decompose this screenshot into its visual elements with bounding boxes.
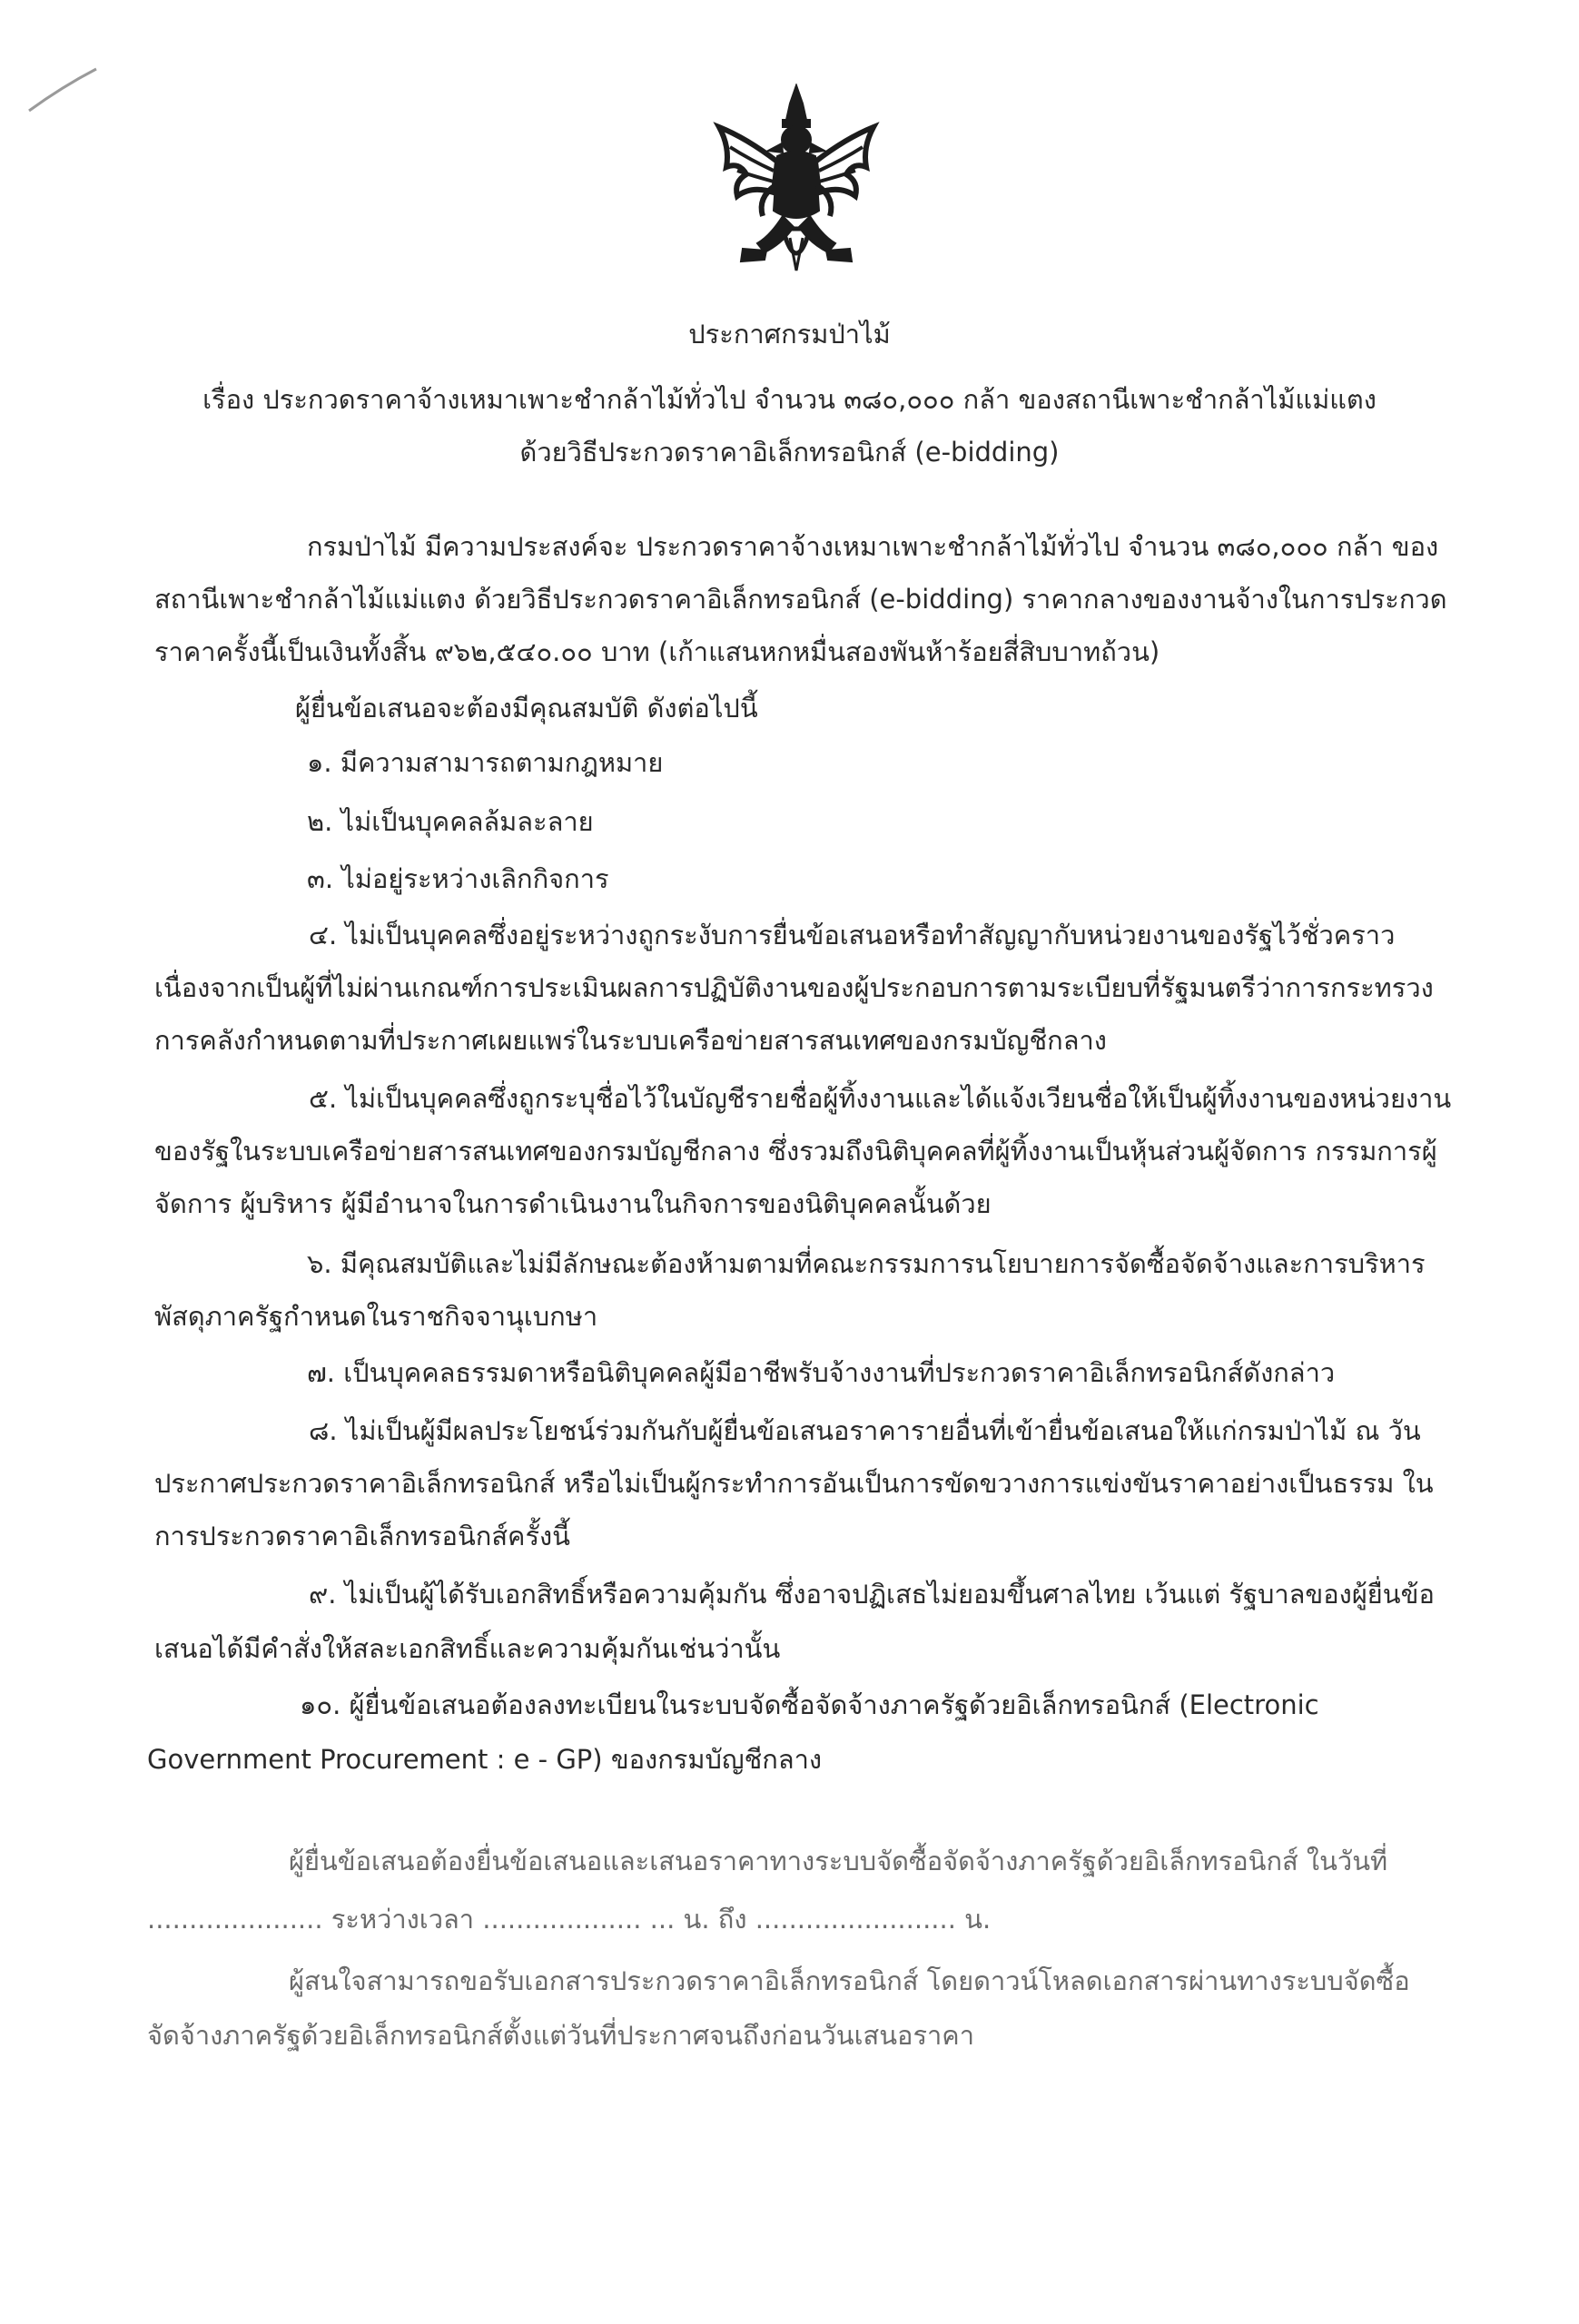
body-line: ราคาครั้งนี้เป็นเงินทั้งสิ้น ๙๖๒,๕๔๐.๐๐ บาท (เก้าแสนหกหมื่นสองพันห้าร้อยสี่สิบบาทถ้วน) <box>154 636 1160 667</box>
body-line: เสนอได้มีคำสั่งให้สละเอกสิทธิ์และความคุ้มกันเช่นว่านั้น <box>154 1633 781 1664</box>
list-item: ๒. ไม่เป็นบุคคลล้มละลาย <box>307 806 594 837</box>
pen-stroke-mark <box>22 64 104 118</box>
body-line: เนื่องจากเป็นผู้ที่ไม่ผ่านเกณฑ์การประเมินผลการปฏิบัติงานของผู้ประกอบการตามระเบียบที่รัฐมนตรีว่าการกระทรวง <box>154 972 1434 1003</box>
body-line: Government Procurement : e - GP) ของกรมบัญชีกลาง <box>147 1744 823 1775</box>
list-item: ๗. เป็นบุคคลธรรมดาหรือนิติบุคคลผู้มีอาชีพรับจ้างงานที่ประกวดราคาอิเล็กทรอนิกส์ดังกล่าว <box>307 1357 1336 1388</box>
list-item: ๕. ไม่เป็นบุคคลซึ่งถูกระบุชื่อไว้ในบัญชีรายชื่อผู้ทิ้งงานและได้แจ้งเวียนชื่อให้เป็นผู้ทิ้งงานของหน่วยงาน <box>309 1083 1452 1114</box>
list-item: ๙. ไม่เป็นผู้ได้รับเอกสิทธิ์หรือความคุ้มกัน ซึ่งอาจปฏิเสธไม่ยอมขึ้นศาลไทย เว้นแต่ รัฐบาลของผู้ยื่นข้อ <box>309 1579 1435 1610</box>
list-item: ๓. ไม่อยู่ระหว่างเลิกกิจการ <box>307 863 609 894</box>
body-line: กรมป่าไม้ มีความประสงค์จะ ประกวดราคาจ้างเหมาเพาะชำกล้าไม้ทั่วไป จำนวน ๓๘๐,๐๐๐ กล้า ของ <box>307 531 1439 562</box>
body-line: พัสดุภาครัฐกำหนดในราชกิจจานุเบกษา <box>154 1301 598 1332</box>
subject-line-2: ด้วยวิธีประกวดราคาอิเล็กทรอนิกส์ (e-bidding) <box>519 437 1060 468</box>
agency-heading: ประกาศกรมป่าไม้ <box>688 319 891 350</box>
body-line: ผู้ยื่นข้อเสนอต้องยื่นข้อเสนอและเสนอราคาทางระบบจัดซื้อจัดจ้างภาครัฐด้วยอิเล็กทรอนิกส์ ในวันที่ <box>289 1846 1388 1876</box>
body-line: ประกาศประกวดราคาอิเล็กทรอนิกส์ หรือไม่เป็นผู้กระทำการอันเป็นการขัดขวางการแข่งขันราคาอย่างเป็นธรรม ใน <box>154 1468 1434 1499</box>
list-item: ๔. ไม่เป็นบุคคลซึ่งอยู่ระหว่างถูกระงับการยื่นข้อเสนอหรือทำสัญญากับหน่วยงานของรัฐไว้ชั่วคราว <box>309 920 1396 950</box>
body-line: ของรัฐในระบบเครือข่ายสารสนเทศของกรมบัญชีกลาง ซึ่งรวมถึงนิติบุคคลที่ผู้ทิ้งงานเป็นหุ้นส่วนผู้จัดการ กรรมการผู้ <box>154 1136 1437 1167</box>
body-line: การคลังกำหนดตามที่ประกาศเผยแพร่ในระบบเครือข่ายสารสนเทศของกรมบัญชีกลาง <box>154 1025 1107 1056</box>
body-line: การประกวดราคาอิเล็กทรอนิกส์ครั้งนี้ <box>154 1521 571 1551</box>
body-line: ผู้สนใจสามารถขอรับเอกสารประกวดราคาอิเล็กทรอนิกส์ โดยดาวน์โหลดเอกสารผ่านทางระบบจัดซื้อ <box>289 1965 1410 1996</box>
body-line: จัดจ้างภาครัฐด้วยอิเล็กทรอนิกส์ตั้งแต่วันที่ประกาศจนถึงก่อนวันเสนอราคา <box>147 2020 974 2051</box>
list-item: ๑๐. ผู้ยื่นข้อเสนอต้องลงทะเบียนในระบบจัดซื้อจัดจ้างภาครัฐด้วยอิเล็กทรอนิกส์ (Electronic <box>300 1689 1319 1720</box>
list-item: ๘. ไม่เป็นผู้มีผลประโยชน์ร่วมกันกับผู้ยื่นข้อเสนอราคารายอื่นที่เข้ายื่นข้อเสนอให้แก่กรมป่าไม้ ณ วัน <box>309 1415 1421 1446</box>
list-item: ๑. มีความสามารถตามกฎหมาย <box>307 747 664 778</box>
body-line: ผู้ยื่นข้อเสนอจะต้องมีคุณสมบัติ ดังต่อไปนี้ <box>295 693 758 724</box>
body-line: จัดการ ผู้บริหาร ผู้มีอำนาจในการดำเนินงานในกิจการของนิติบุคคลนั้นด้วย <box>154 1188 992 1219</box>
subject-line-1: เรื่อง ประกวดราคาจ้างเหมาเพาะชำกล้าไม้ทั่วไป จำนวน ๓๘๐,๐๐๐ กล้า ของสถานีเพาะชำกล้าไม้แม่แตง <box>202 384 1377 415</box>
date-time-blank-line: ..................... ระหว่างเวลา ................... ... น. ถึง ........................ น. <box>147 1904 992 1935</box>
body-line: สถานีเพาะชำกล้าไม้แม่แตง ด้วยวิธีประกวดราคาอิเล็กทรอนิกส์ (e-bidding) ราคากลางของงานจ้างในการประกวด <box>154 584 1447 615</box>
garuda-emblem-icon <box>710 84 883 285</box>
list-item: ๖. มีคุณสมบัติและไม่มีลักษณะต้องห้ามตามที่คณะกรรมการนโยบายการจัดซื้อจัดจ้างและการบริหาร <box>307 1248 1426 1279</box>
